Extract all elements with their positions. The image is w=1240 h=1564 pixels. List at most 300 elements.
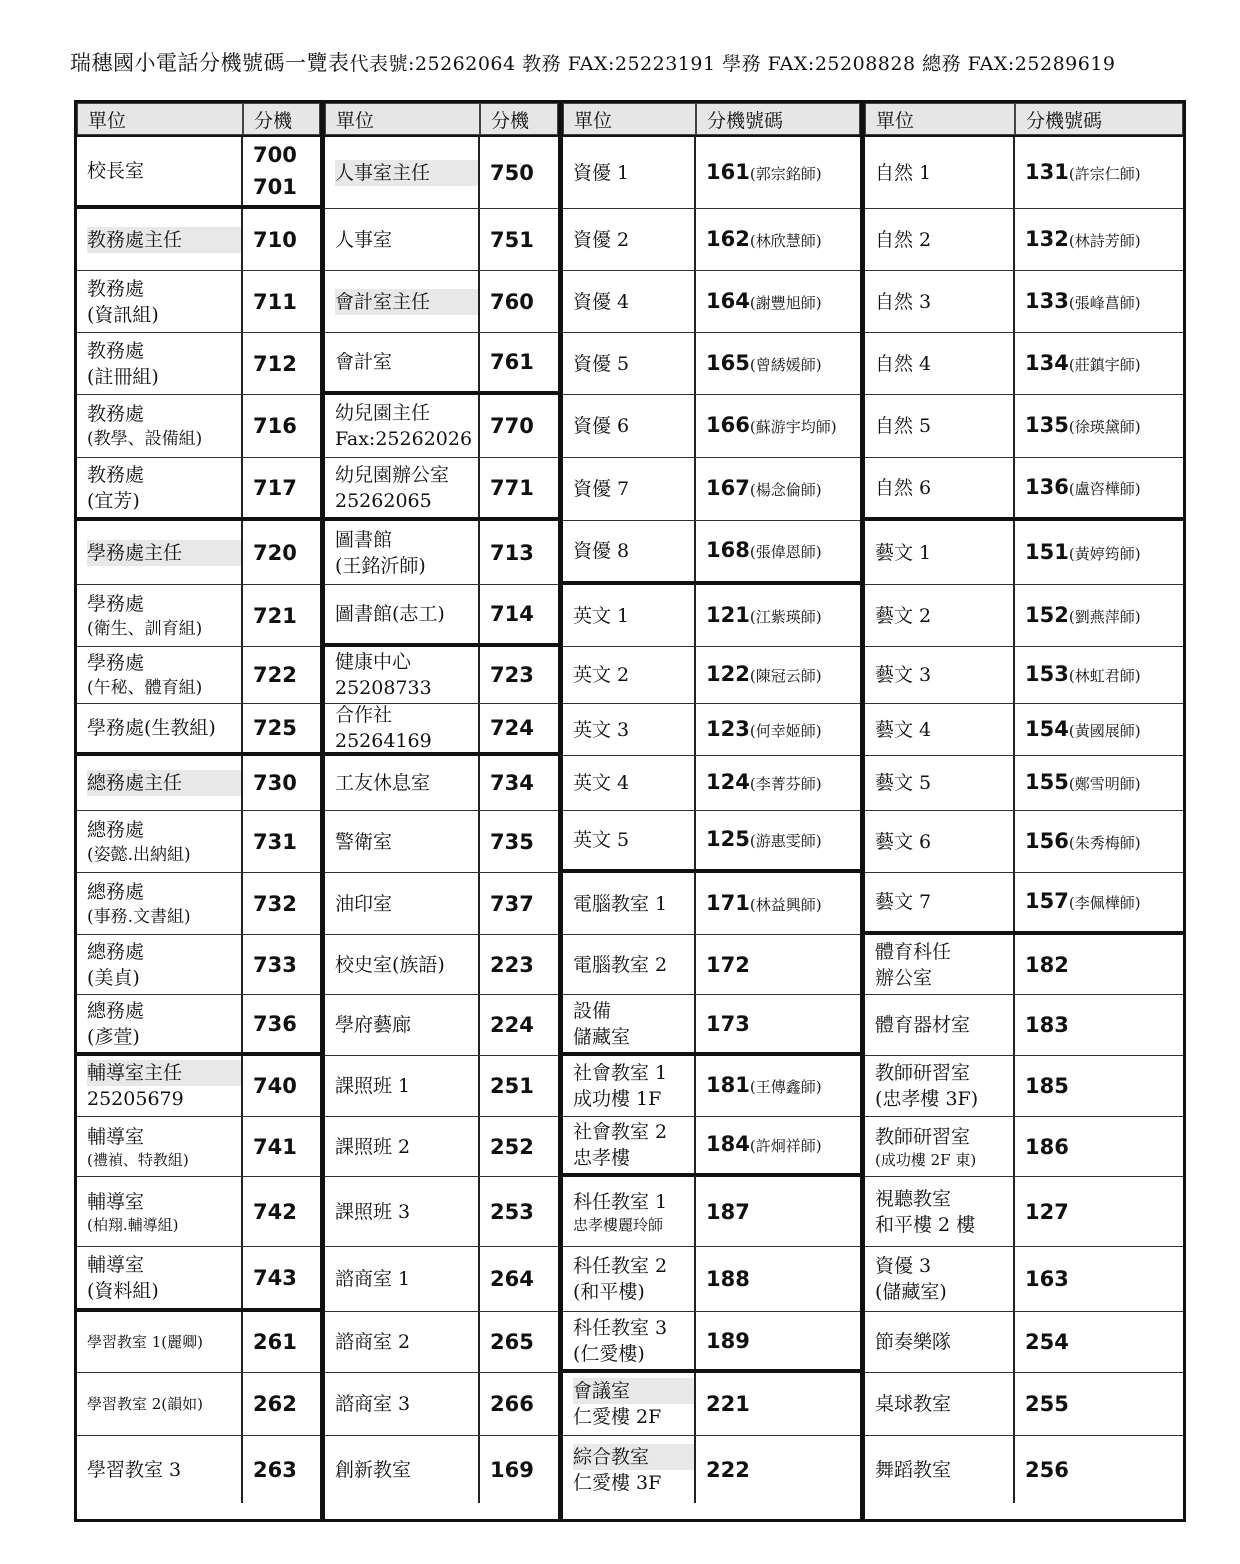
- extension-cell: [243, 873, 320, 934]
- teacher-name: (林虹君師): [1068, 667, 1141, 685]
- extension-cell: [1015, 704, 1183, 755]
- table-row: [563, 1436, 860, 1503]
- unit-name: 輔導室: [87, 1253, 145, 1276]
- teacher-name: (郭宗銘師): [749, 164, 822, 183]
- unit-name: (美貞): [87, 966, 140, 989]
- extension-cell: [1015, 333, 1183, 394]
- unit-cell: [563, 585, 696, 646]
- extension-cell: [243, 209, 320, 270]
- unit-name: (資訊組): [87, 303, 159, 326]
- extension-number: 741: [253, 1134, 297, 1159]
- extension-cell: [243, 137, 320, 205]
- unit-cell: [77, 209, 243, 270]
- table-row: [325, 209, 558, 271]
- extension-number: 251: [490, 1074, 534, 1098]
- unit-name: 教務處: [87, 339, 145, 362]
- extension-number: 155: [1025, 770, 1069, 794]
- unit-name: 學務處: [87, 652, 145, 674]
- table-row: [865, 1117, 1183, 1177]
- unit-cell: [563, 704, 696, 755]
- table-row: [325, 1373, 558, 1436]
- extension-number: 733: [253, 952, 297, 977]
- extension-number: 710: [253, 227, 297, 252]
- extension-cell: [480, 647, 558, 703]
- extension-number: 184: [706, 1132, 750, 1156]
- extension-number: 183: [1025, 1013, 1069, 1037]
- unit-cell: [325, 1247, 480, 1311]
- extension-cell: [1015, 137, 1183, 208]
- unit-name: 資優 2: [573, 228, 630, 251]
- extension-number: 224: [490, 1013, 534, 1037]
- unit-cell: [325, 209, 480, 270]
- teacher-name: (何幸姬師): [749, 721, 822, 740]
- table-row: [77, 995, 320, 1056]
- table-row: [563, 1117, 860, 1177]
- header-extension: 分機: [480, 103, 558, 135]
- unit-cell: [563, 521, 696, 581]
- table-row: [563, 1177, 860, 1247]
- unit-name: 仁愛樓 3F: [573, 1471, 662, 1494]
- table-row: [77, 1177, 320, 1247]
- unit-name: 視聽教室: [875, 1187, 952, 1210]
- unit-name: 教務處主任: [87, 227, 241, 253]
- extension-number: 172: [706, 952, 750, 977]
- table-row: [77, 647, 320, 704]
- extension-number: 723: [490, 663, 534, 687]
- unit-name: 輔導室主任: [87, 1060, 241, 1086]
- unit-name: 油印室: [335, 892, 393, 915]
- unit-name: 資優 5: [573, 352, 630, 375]
- extension-cell: [696, 585, 860, 646]
- extension-cell: [696, 1247, 860, 1311]
- teacher-name: (劉燕萍師): [1068, 607, 1141, 626]
- extension-number: 188: [706, 1267, 750, 1291]
- extension-number: 127: [1025, 1199, 1069, 1224]
- teacher-name: (陳冠云師): [749, 667, 822, 685]
- unit-cell: [865, 873, 1015, 931]
- extension-number: 253: [490, 1199, 534, 1224]
- table-row: [865, 458, 1183, 521]
- table-row: [77, 271, 320, 333]
- table-row: [865, 1436, 1183, 1503]
- table-column-3: [563, 103, 865, 1519]
- unit-name: 圖書館(志工): [335, 603, 445, 625]
- extension-cell: [1015, 935, 1183, 994]
- table-row: [77, 1056, 320, 1117]
- table-row: [865, 209, 1183, 271]
- unit-cell: [77, 995, 243, 1052]
- extension-cell: [243, 458, 320, 517]
- unit-cell: [325, 704, 480, 752]
- extension-number: 157: [1025, 889, 1069, 913]
- unit-name: 自然 5: [875, 415, 932, 437]
- extension-number: 265: [490, 1330, 534, 1354]
- unit-cell: [865, 209, 1015, 270]
- extension-cell: [480, 333, 558, 391]
- table-row: [325, 1177, 558, 1247]
- table-row: [325, 333, 558, 395]
- table-row: [77, 756, 320, 811]
- extension-table: [74, 100, 1186, 1522]
- unit-name: 資優 7: [573, 478, 630, 500]
- unit-name: 自然 4: [875, 352, 932, 375]
- unit-cell: [865, 1177, 1015, 1246]
- extension-number: 189: [706, 1328, 750, 1353]
- unit-name: 幼兒園辦公室: [335, 463, 450, 486]
- extension-number: 221: [706, 1392, 750, 1416]
- unit-name: 25264169: [335, 730, 432, 752]
- table-row: [865, 1056, 1183, 1117]
- unit-cell: [865, 521, 1015, 584]
- extension-number: 760: [490, 289, 534, 314]
- unit-name: 體育器材室: [875, 1014, 971, 1036]
- extension-number: 169: [490, 1457, 534, 1482]
- unit-name: 科任教室 2: [573, 1255, 668, 1277]
- extension-cell: [243, 271, 320, 332]
- unit-name: 資優 8: [573, 540, 630, 562]
- unit-name: 總務處: [87, 940, 145, 963]
- unit-name: 英文 4: [573, 772, 630, 794]
- extension-cell: [480, 395, 558, 457]
- unit-name: (註冊組): [87, 365, 159, 388]
- extension-number: 134: [1025, 350, 1069, 375]
- unit-name: 輔導室: [87, 1125, 145, 1148]
- extension-number: 154: [1025, 716, 1069, 741]
- table-row: [563, 756, 860, 811]
- extension-number: 716: [253, 414, 297, 438]
- extension-cell: [480, 458, 558, 517]
- extension-number: 165: [706, 350, 750, 375]
- unit-cell: [563, 209, 696, 270]
- unit-name: 藝文 3: [875, 664, 932, 686]
- extension-cell: [696, 1117, 860, 1173]
- extension-number: 712: [253, 351, 297, 376]
- unit-cell: [865, 1117, 1015, 1176]
- extension-number: 132: [1025, 226, 1069, 251]
- teacher-name: (黃國展師): [1068, 721, 1141, 740]
- extension-number: 131: [1025, 159, 1069, 184]
- unit-name: 社會教室 1: [573, 1062, 668, 1084]
- table-row: [77, 1312, 320, 1373]
- extension-number: 743: [253, 1265, 297, 1290]
- unit-cell: [77, 1117, 243, 1176]
- table-row: [325, 1117, 558, 1177]
- table-row: [325, 1247, 558, 1312]
- unit-name: 英文 2: [573, 664, 630, 686]
- unit-cell: [865, 647, 1015, 703]
- unit-cell: [865, 935, 1015, 994]
- column-header: [325, 103, 558, 137]
- extension-number: 701: [253, 175, 297, 199]
- title-main: 瑞穗國小電話分機號碼一覽表: [70, 51, 350, 75]
- unit-name: (仁愛樓): [573, 1342, 645, 1365]
- extension-number: 182: [1025, 952, 1069, 977]
- extension-cell: [1015, 1117, 1183, 1176]
- extension-cell: [1015, 585, 1183, 646]
- extension-number: 151: [1025, 539, 1069, 564]
- unit-name: 學習教室 1(麗卿): [87, 1333, 204, 1351]
- unit-name: 自然 2: [875, 228, 932, 251]
- table-row: [865, 137, 1183, 209]
- extension-cell: [696, 704, 860, 755]
- unit-name: 電腦教室 1: [573, 892, 668, 915]
- unit-cell: [325, 935, 480, 994]
- table-row: [563, 458, 860, 521]
- table-row: [77, 333, 320, 395]
- unit-cell: [77, 1247, 243, 1308]
- table-row: [325, 137, 558, 209]
- unit-cell: [563, 995, 696, 1052]
- unit-name: (柏翔.輔導組): [87, 1215, 179, 1234]
- unit-cell: [563, 873, 696, 934]
- unit-cell: [77, 521, 243, 584]
- unit-cell: [77, 704, 243, 752]
- table-row: [77, 137, 320, 209]
- extension-cell: [480, 1117, 558, 1176]
- unit-cell: [77, 1177, 243, 1246]
- extension-cell: [480, 995, 558, 1055]
- unit-cell: [865, 704, 1015, 755]
- table-row: [325, 811, 558, 873]
- unit-cell: [77, 395, 243, 457]
- table-row: [865, 756, 1183, 811]
- unit-name: 科任教室 3: [573, 1316, 668, 1339]
- unit-name: (和平樓): [573, 1281, 645, 1303]
- unit-name: 合作社: [335, 704, 393, 726]
- unit-name: 校史室(族語): [335, 953, 445, 976]
- extension-cell: [480, 271, 558, 332]
- extension-number: 185: [1025, 1074, 1069, 1098]
- unit-name: 自然 6: [875, 476, 932, 499]
- extension-cell: [696, 756, 860, 810]
- table-row: [563, 704, 860, 756]
- extension-number: 181: [706, 1073, 750, 1097]
- extension-number: 156: [1025, 828, 1069, 853]
- unit-name: 警衛室: [335, 830, 393, 853]
- table-row: [865, 935, 1183, 995]
- extension-number: 771: [490, 475, 534, 500]
- unit-cell: [563, 811, 696, 869]
- table-row: [563, 811, 860, 873]
- unit-name: 教務處: [87, 277, 145, 300]
- header-extension: 分機: [243, 103, 320, 135]
- teacher-name: (盧咨樺師): [1068, 479, 1141, 498]
- unit-name: 和平樓 2 樓: [875, 1213, 976, 1236]
- unit-cell: [563, 1436, 696, 1503]
- unit-cell: [563, 1117, 696, 1173]
- table-row: [865, 647, 1183, 704]
- table-row: [77, 935, 320, 995]
- teacher-name: (鄭雪明師): [1068, 775, 1141, 793]
- extension-number: 751: [490, 227, 534, 252]
- unit-name: 英文 5: [573, 829, 630, 851]
- table-row: [325, 873, 558, 935]
- extension-number: 252: [490, 1134, 534, 1159]
- extension-cell: [243, 395, 320, 457]
- column-header: [563, 103, 860, 137]
- table-row: [563, 995, 860, 1056]
- table-row: [865, 1373, 1183, 1436]
- extension-number: 162: [706, 226, 750, 251]
- unit-name: 總務處: [87, 818, 145, 841]
- unit-cell: [325, 333, 480, 391]
- extension-cell: [480, 704, 558, 752]
- unit-name: (禮禎、特教組): [87, 1150, 189, 1169]
- unit-cell: [325, 395, 480, 457]
- extension-number: 121: [706, 602, 750, 627]
- extension-cell: [480, 209, 558, 270]
- unit-name: (儲藏室): [875, 1281, 947, 1303]
- table-row: [563, 395, 860, 458]
- table-row: [865, 521, 1183, 585]
- extension-number: 725: [253, 716, 297, 740]
- table-row: [325, 1056, 558, 1117]
- teacher-name: (游惠雯師): [749, 832, 822, 850]
- table-row: [325, 271, 558, 333]
- header-unit: 單位: [325, 103, 480, 135]
- unit-name: (午秘、體育組): [87, 678, 203, 698]
- unit-cell: [563, 1373, 696, 1435]
- extension-number: 737: [490, 891, 534, 916]
- table-row: [325, 1436, 558, 1503]
- unit-cell: [77, 333, 243, 394]
- unit-cell: [865, 1373, 1015, 1435]
- unit-cell: [563, 1247, 696, 1311]
- table-row: [325, 935, 558, 995]
- extension-cell: [1015, 873, 1183, 931]
- extension-cell: [696, 1373, 860, 1435]
- unit-cell: [325, 271, 480, 332]
- extension-cell: [696, 333, 860, 394]
- unit-cell: [563, 935, 696, 994]
- unit-name: 自然 3: [875, 290, 932, 313]
- extension-cell: [696, 1056, 860, 1116]
- extension-number: 153: [1025, 662, 1069, 686]
- extension-cell: [480, 756, 558, 810]
- table-column-2: [325, 103, 563, 1519]
- extension-cell: [1015, 1247, 1183, 1311]
- teacher-name: (江紫瑛師): [749, 607, 822, 626]
- teacher-name: (蘇游宇均師): [749, 418, 837, 436]
- extension-cell: [243, 1056, 320, 1116]
- unit-name: (成功樓 2F 東): [875, 1150, 977, 1169]
- unit-cell: [865, 333, 1015, 394]
- unit-name: 節奏樂隊: [875, 1331, 952, 1353]
- teacher-name: (黃婷筠師): [1068, 544, 1141, 563]
- extension-number: 736: [253, 1011, 297, 1036]
- extension-cell: [696, 647, 860, 703]
- extension-number: 714: [490, 602, 534, 626]
- unit-name: 25205679: [87, 1088, 184, 1110]
- teacher-name: (謝豐旭師): [749, 293, 822, 312]
- extension-cell: [480, 1247, 558, 1311]
- extension-number: 740: [253, 1074, 297, 1098]
- unit-name: 藝文 4: [875, 718, 932, 741]
- teacher-name: (許宗仁師): [1068, 164, 1141, 183]
- unit-name: 資優 4: [573, 290, 630, 313]
- extension-number: 720: [253, 540, 297, 565]
- unit-cell: [563, 458, 696, 520]
- extension-cell: [243, 1117, 320, 1176]
- unit-name: 社會教室 2: [573, 1121, 668, 1143]
- extension-cell: [243, 1177, 320, 1246]
- table-row: [325, 704, 558, 756]
- unit-cell: [865, 811, 1015, 872]
- unit-name: 輔導室: [87, 1190, 145, 1213]
- extension-cell: [696, 271, 860, 332]
- extension-number: 124: [706, 770, 750, 794]
- unit-name: 諮商室 3: [335, 1393, 411, 1415]
- table-row: [77, 458, 320, 521]
- unit-name: (忠孝樓 3F): [875, 1088, 979, 1110]
- extension-number: 262: [253, 1392, 297, 1416]
- table-row: [563, 137, 860, 209]
- extension-number: 152: [1025, 602, 1069, 627]
- unit-name: 忠孝樓: [573, 1147, 631, 1169]
- extension-number: 161: [706, 159, 750, 184]
- extension-number: 123: [706, 716, 750, 741]
- unit-cell: [325, 458, 480, 517]
- extension-cell: [480, 1177, 558, 1246]
- unit-name: 25208733: [335, 677, 432, 699]
- extension-cell: [243, 1373, 320, 1435]
- table-row: [563, 209, 860, 271]
- extension-cell: [480, 1373, 558, 1435]
- extension-cell: [243, 704, 320, 752]
- table-column-4: [865, 103, 1183, 1519]
- extension-number: 186: [1025, 1134, 1069, 1159]
- unit-name: 英文 1: [573, 604, 630, 627]
- table-row: [865, 995, 1183, 1056]
- table-row: [563, 1247, 860, 1312]
- unit-cell: [325, 1436, 480, 1503]
- teacher-name: (林詩芳師): [1068, 231, 1141, 250]
- extension-number: 711: [253, 289, 297, 314]
- unit-name: 圖書館: [335, 528, 393, 551]
- unit-name: 學務處主任: [87, 540, 241, 566]
- table-row: [325, 458, 558, 521]
- unit-name: 總務處: [87, 880, 145, 903]
- unit-name: 總務處: [87, 999, 145, 1022]
- extension-number: 770: [490, 414, 534, 438]
- extension-cell: [480, 137, 558, 208]
- extension-number: 730: [253, 771, 297, 795]
- page-title: [70, 48, 1190, 79]
- extension-number: 164: [706, 288, 750, 313]
- teacher-name: (楊念倫師): [749, 481, 822, 499]
- unit-cell: [325, 756, 480, 810]
- unit-name: 創新教室: [335, 1458, 412, 1481]
- unit-cell: [563, 271, 696, 332]
- table-row: [325, 521, 558, 585]
- extension-number: 700: [253, 143, 297, 167]
- unit-name: 仁愛樓 2F: [573, 1406, 662, 1428]
- column-header: [865, 103, 1183, 137]
- extension-cell: [1015, 756, 1183, 810]
- table-row: [563, 1056, 860, 1117]
- teacher-name: (張峰菖師): [1068, 293, 1141, 312]
- table-row: [563, 935, 860, 995]
- unit-cell: [77, 458, 243, 517]
- unit-name: Fax:25262026: [335, 428, 473, 450]
- unit-cell: [865, 585, 1015, 646]
- unit-name: (彥萱): [87, 1025, 140, 1048]
- extension-number: 263: [253, 1457, 297, 1482]
- unit-name: 人事室主任: [335, 160, 478, 186]
- unit-cell: [77, 1436, 243, 1503]
- table-row: [865, 585, 1183, 647]
- unit-name: 資優 3: [875, 1255, 932, 1277]
